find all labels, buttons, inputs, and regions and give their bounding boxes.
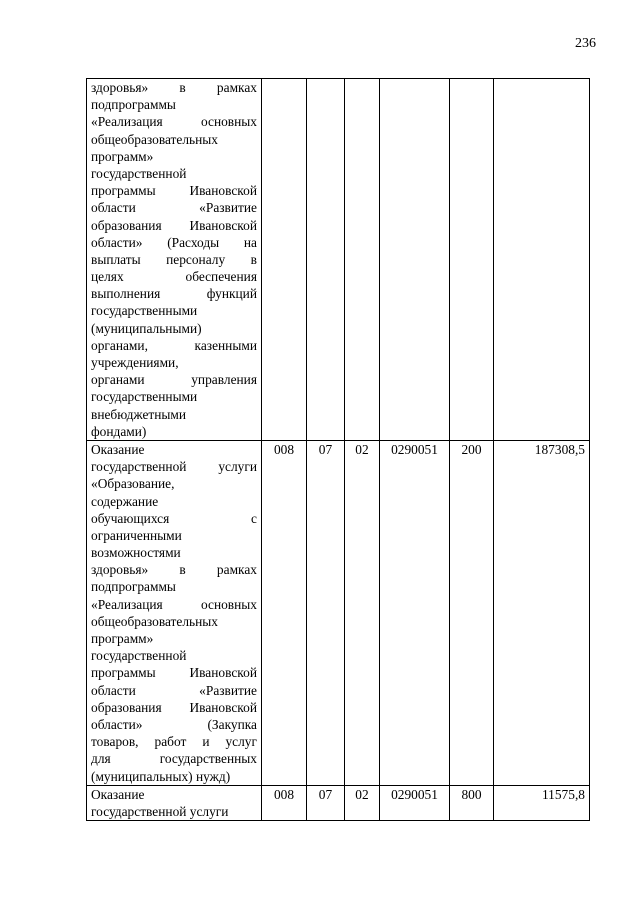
description-line: учреждениями, [91,355,179,370]
description-line: целях обеспечения [91,269,257,285]
ministry-code-cell: 008 [262,440,307,785]
section-code-cell: 07 [307,785,345,820]
amount-cell [494,79,590,441]
description-line: для государственных [91,751,257,767]
description-line: (муниципальных) нужд) [91,768,231,784]
amount-cell: 187308,5 [494,440,590,785]
ministry-code-cell: 008 [262,785,307,820]
description-line: здоровья» в рамках [91,80,257,95]
description-line: выплаты персоналу в [91,251,257,267]
description-cell [87,79,262,441]
amount-cell: 11575,8 [494,785,590,820]
budget-table [86,78,590,821]
description-line: государственной услуги [91,459,257,475]
description-line: Оказание [91,786,145,802]
description-line: программ» [91,631,154,646]
description-line: области» (Расходы на [91,234,257,250]
subsection-code-cell: 02 [345,785,380,820]
description-cell [87,785,262,820]
expense-type-cell: 200 [450,440,494,785]
description-line: Оказание [91,441,145,457]
section-code-cell [307,79,345,441]
description-line: образования Ивановской [91,217,257,233]
description-line: общеобразовательных [91,613,219,629]
target-article-cell: 0290051 [380,785,450,820]
description-line: государственной услуги [91,803,229,819]
description-line: «Реализация основных [91,596,257,612]
description-line: содержание [91,493,159,509]
description-line: «Образование, [91,476,175,492]
ministry-code-cell [262,79,307,441]
expense-type-cell [450,79,494,441]
table-row [87,785,590,820]
description-line: государственными [91,389,198,405]
description-line: внебюджетными [91,406,187,422]
description-cell [87,440,262,785]
description-line: области «Развитие [91,682,257,698]
description-line: программы Ивановской [91,183,257,199]
description-line: товаров, работ и услуг [91,734,257,750]
description-line: возможностями [91,545,181,561]
description-line: образования Ивановской [91,699,257,715]
description-line: здоровья» в рамках [91,562,257,578]
expense-type-cell: 800 [450,785,494,820]
subsection-code-cell: 02 [345,440,380,785]
table-row [87,440,590,785]
description-line: программы Ивановской [91,665,257,681]
description-line: государственной [91,165,187,181]
description-line: органами управления [91,372,257,388]
table-row [87,79,590,441]
description-line: органами, казенными [91,337,257,353]
description-line: государственными [91,303,198,319]
target-article-cell: 0290051 [380,440,450,785]
description-line: области» (Закупка [91,716,257,732]
description-line: подпрограммы [91,579,176,595]
description-line: области «Развитие [91,200,257,216]
description-line: общеобразовательных [91,131,219,147]
description-line: фондами) [91,423,147,439]
description-line: выполнения функций [91,286,257,302]
subsection-code-cell [345,79,380,441]
description-line: программ» [91,148,154,164]
description-line: (муниципальными) [91,320,202,336]
description-line: обучающихся с [91,510,257,526]
target-article-cell [380,79,450,441]
description-line: подпрограммы [91,97,176,113]
description-line: ограниченными [91,527,182,543]
page-number: 236 [575,36,596,51]
section-code-cell: 07 [307,440,345,785]
description-line: государственной [91,648,187,664]
description-line: «Реализация основных [91,114,257,130]
